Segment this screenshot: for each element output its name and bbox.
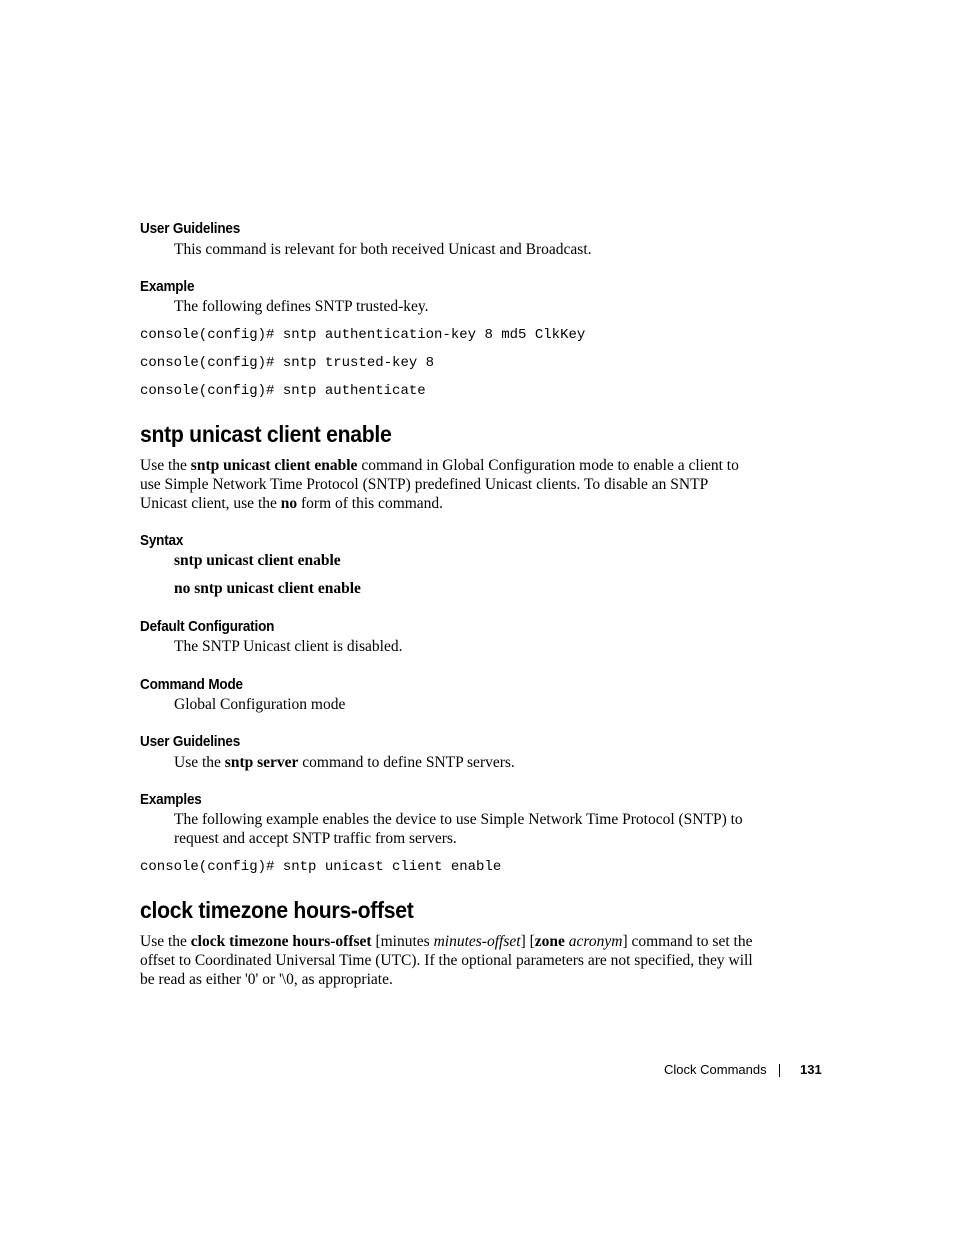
section-title-clock-timezone: clock timezone hours-offset (140, 897, 414, 923)
syntax-line-1: sntp unicast client enable (174, 552, 341, 569)
code-line-4: console(config)# sntp unicast client enable (140, 859, 502, 875)
clock-timezone-intro: Use the clock timezone hours-offset [minutes minutes-offset] [zone acronym] command to set the offset to Coordinated Universal Time (UTC). If the optional parameters are not specified, they will be read as either '0' or '\0, as appropriate. (140, 933, 753, 988)
default-config-text: The SNTP Unicast client is disabled. (174, 638, 403, 655)
sntp-unicast-intro: Use the sntp unicast client enable command in Global Configuration mode to enable a client to use Simple Network Time Protocol (SNTP) predefined Unicast clients. To disable an SNTP Unicast client, use the no form of this command. (140, 457, 739, 512)
code-line-2: console(config)# sntp trusted-key 8 (140, 355, 435, 371)
user-guidelines-text-2: Use the sntp server command to define SNTP servers. (174, 754, 515, 771)
section-title-sntp-unicast: sntp unicast client enable (140, 421, 392, 447)
code-line-3: console(config)# sntp authenticate (140, 383, 426, 399)
default-config-heading: Default Configuration (140, 618, 275, 635)
command-mode-heading: Command Mode (140, 676, 243, 693)
user-guidelines-text-1: This command is relevant for both received Unicast and Broadcast. (174, 241, 592, 258)
example-text-1: The following defines SNTP trusted-key. (174, 298, 429, 315)
user-guidelines-heading-2: User Guidelines (140, 733, 241, 750)
user-guidelines-heading-1: User Guidelines (140, 220, 241, 237)
code-line-1: console(config)# sntp authentication-key 8 md5 ClkKey (140, 327, 586, 343)
footer-section-name: Clock Commands (664, 1062, 767, 1077)
examples-heading: Examples (140, 791, 202, 808)
footer-separator (779, 1064, 780, 1077)
command-mode-text: Global Configuration mode (174, 696, 346, 713)
syntax-heading: Syntax (140, 532, 184, 549)
page-number: 131 (800, 1062, 822, 1077)
syntax-line-2: no sntp unicast client enable (174, 580, 361, 597)
example-heading-1: Example (140, 278, 195, 295)
examples-text: The following example enables the device to use Simple Network Time Protocol (SNTP) to request and accept SNTP traffic from servers. (174, 811, 743, 847)
